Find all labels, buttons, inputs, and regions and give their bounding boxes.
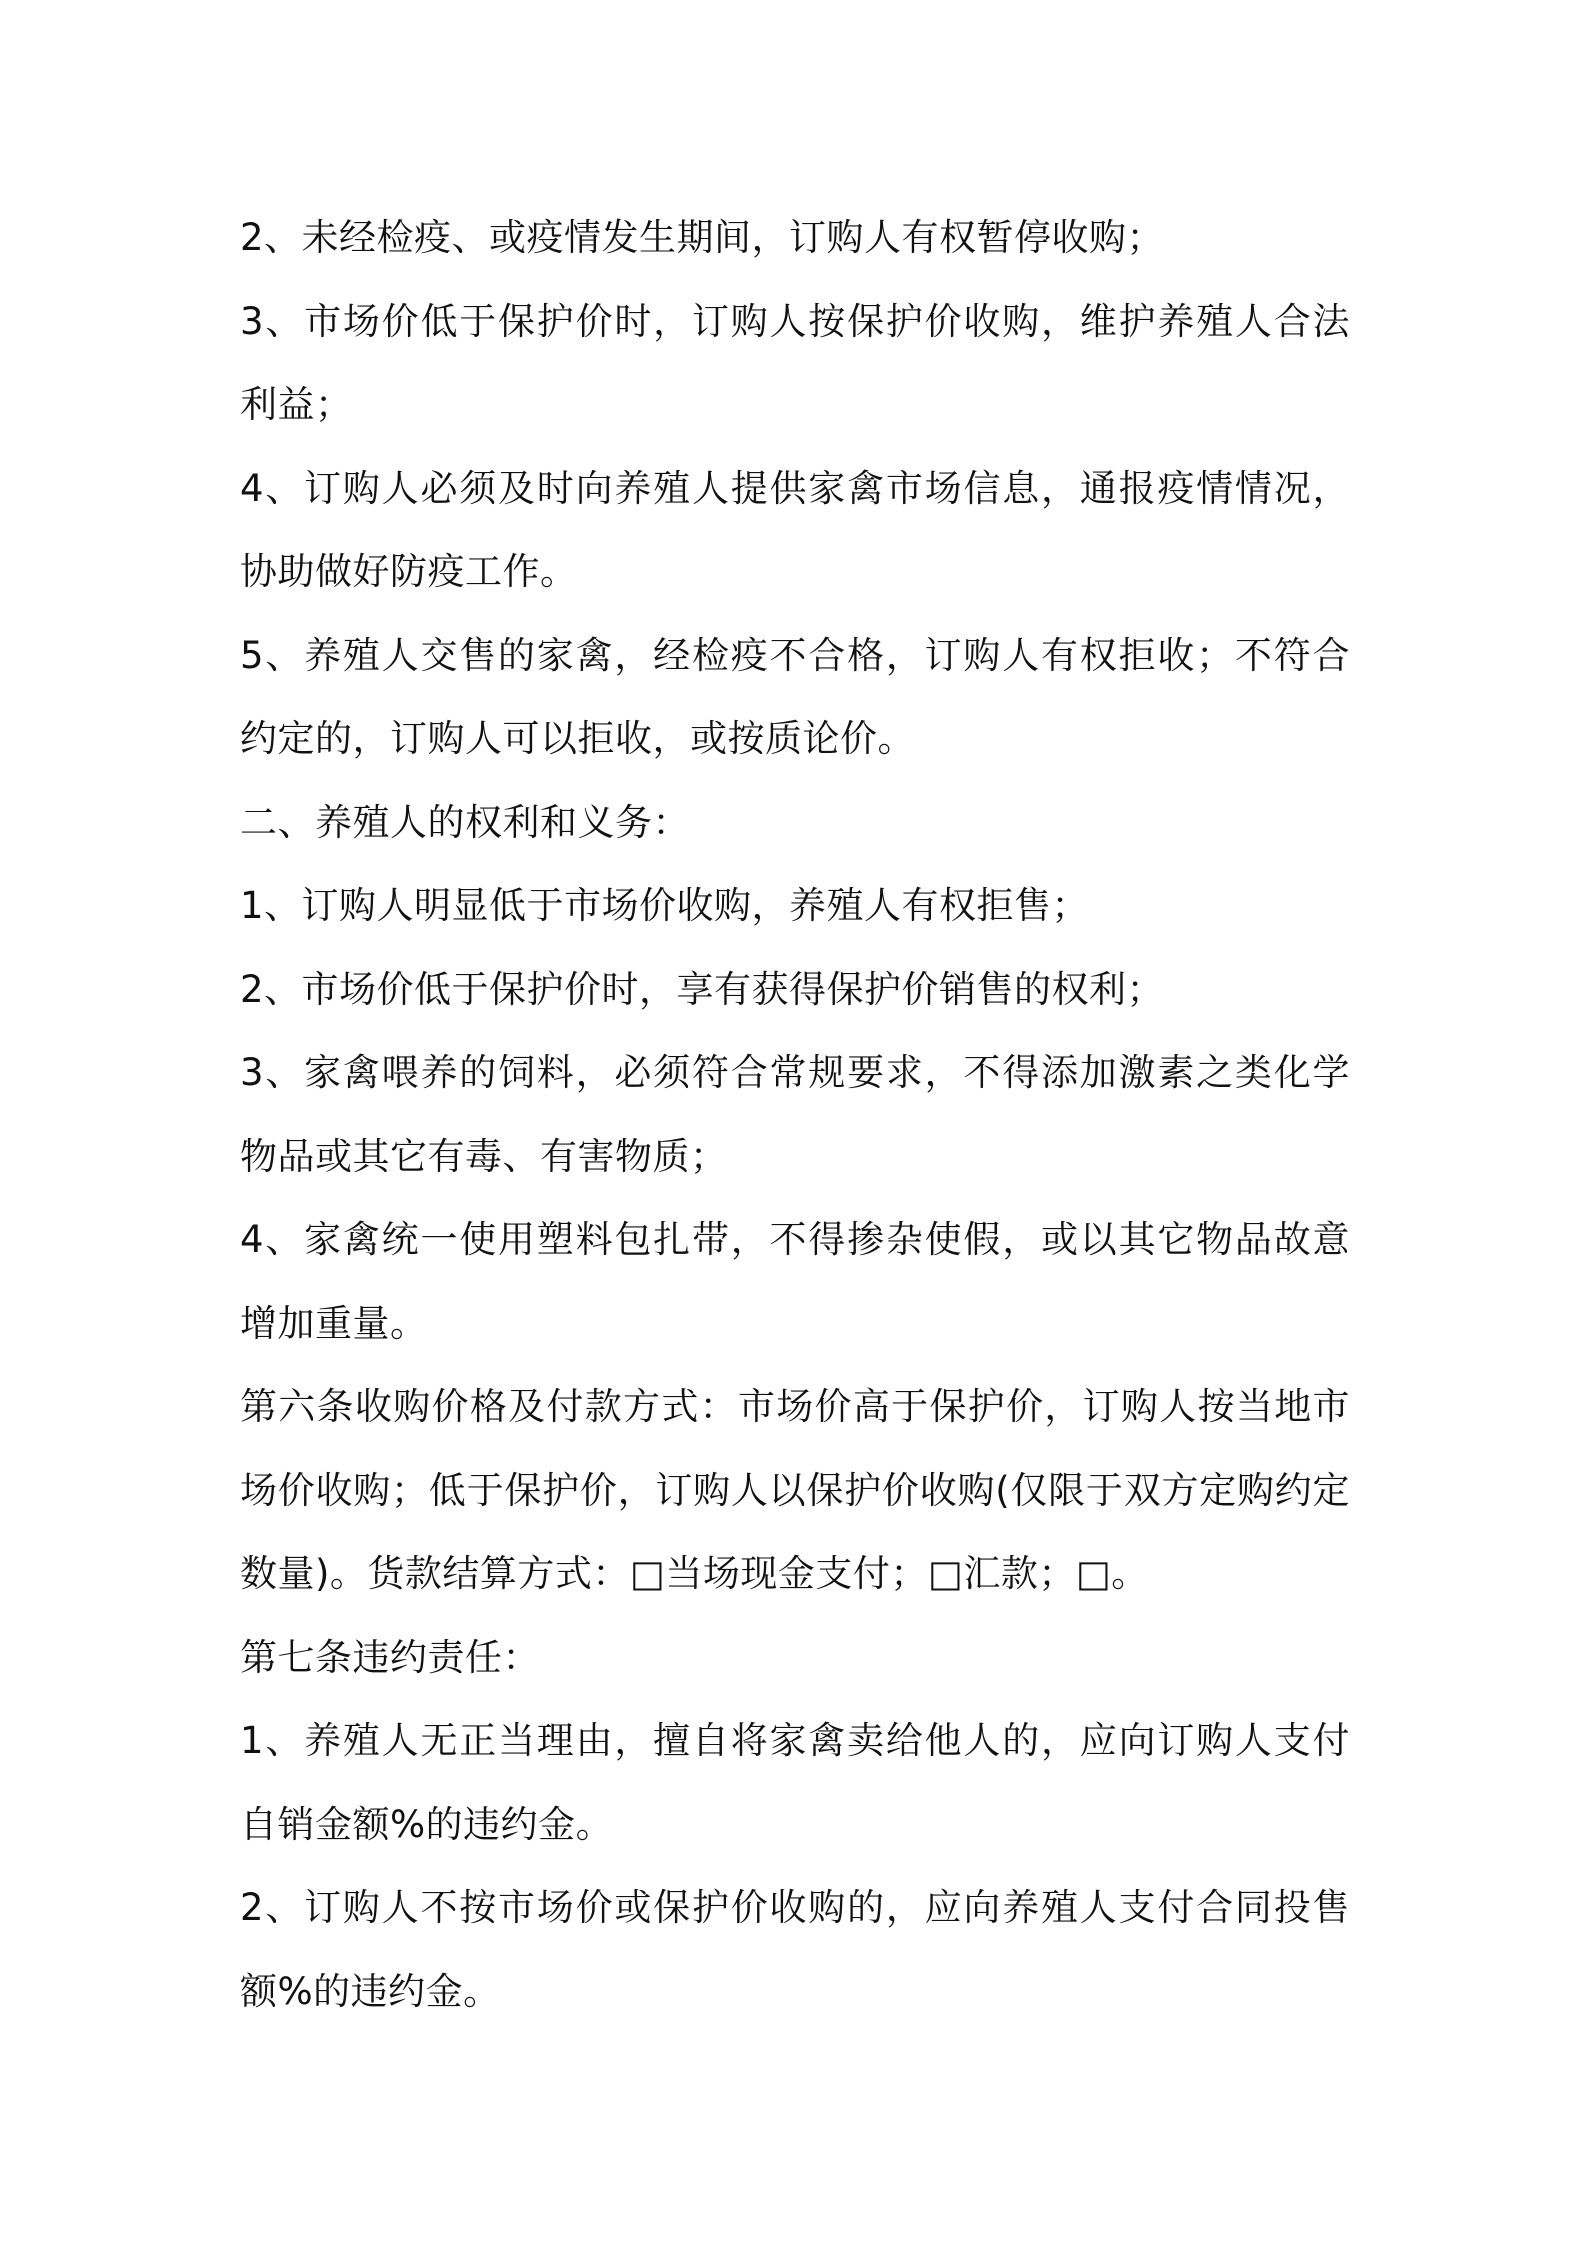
paragraph-1-refuse-sale: 1、订购人明显低于市场价收购，养殖人有权拒售； [240,884,1090,927]
paragraph-4-market-information: 4、订购人必须及时向养殖人提供家禽市场信息，通报疫情情况，协助做好防疫工作。 [240,466,1350,593]
paragraph-5-inspection-rejection: 5、养殖人交售的家禽，经检疫不合格，订购人有权拒收；不符合约定的，订购人可以拒收，或按质论价。 [240,633,1350,760]
section-heading-breeder-rights: 二、养殖人的权利和义务： [240,800,690,844]
document-body [240,196,1350,2033]
paragraph-2-purchaser-penalty: 2、订购人不按市场价或保护价收购的，应向养殖人支付合同投售额%的违约金。 [240,1886,1350,2013]
article-7-heading-liability: 第七条违约责任： [240,1635,540,1679]
paragraph-2-protection-price-right: 2、市场价低于保护价时，享有获得保护价销售的权利； [240,967,1165,1011]
paragraph-3-protection-price: 3、市场价低于保护价时，订购人按保护价收购，维护养殖人合法利益； [240,299,1350,426]
paragraph-2-purchaser-suspend: 2、未经检疫、或疫情发生期间，订购人有权暂停收购； [240,216,1165,259]
article-6-price-and-payment: 第六条收购价格及付款方式：市场价高于保护价，订购人按当地市场价收购；低于保护价，订购人以保护价收购(仅限于双方定购约定数量)。货款结算方式：□当场现金支付；□汇款；□。 [240,1385,1350,1595]
paragraph-3-feed-requirements: 3、家禽喂养的饲料，必须符合常规要求，不得添加激素之类化学物品或其它有毒、有害物质； [240,1051,1350,1178]
paragraph-1-breeder-penalty: 1、养殖人无正当理由，擅自将家禽卖给他人的，应向订购人支付自销金额%的违约金。 [240,1719,1350,1846]
paragraph-4-packaging: 4、家禽统一使用塑料包扎带，不得掺杂使假，或以其它物品故意增加重量。 [240,1218,1350,1345]
